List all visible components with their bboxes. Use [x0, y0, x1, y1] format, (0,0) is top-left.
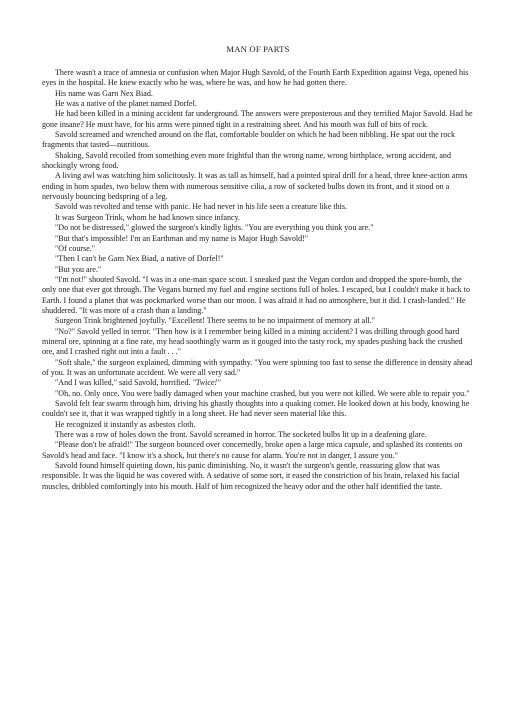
document-page	[42, 44, 474, 492]
paragraph: Savold screamed and wrenched around on the flat, comfortable boulder on which he had been nibbling. He spat out the rock fragments that tasted—nutritious.	[42, 130, 455, 150]
paragraph: A living awl was watching him solicitously. It was as tall as himself, had a pointed spiral drill for a head, three knee-action arms ending in horn spades, two below them with numerous sensitive cilia, a row of socketed bulbs down its front, and it stood on a nervously bouncing bedspring of a leg.	[42, 171, 468, 202]
paragraph: "I'm not!" shouted Savold. "I was in a one-man space scout. I sneaked past the Vegan cordon and dropped the spore-bomb, the only one that ever got through. The Vegans burned my fuel and engine sections full of holes. I escaped, but I couldn't make it back to Earth. I found a planet that was pockmarked worse than our moon. I was afraid it had no atmosphere, but it did. I crash-landed." He shuddered. "It was more of a crash than a landing."	[42, 274, 470, 315]
paragraph	[42, 378, 474, 388]
paragraph: "Of course."	[55, 243, 96, 253]
paragraph: Savold felt fear swarm through him, driving his ghastly thoughts into a quaking corner. He looked down at his body, knowing he couldn't see it, that it was wrapped tightly in a long sheet. He had never seen material like this.	[42, 399, 470, 419]
paragraph: There wasn't a trace of amnesia or confusion when Major Hugh Savold, of the Fourth Earth Expedition against Vega, opened his eyes in the hospital. He knew exactly who he was, where he was, and how he had gotten there.	[42, 68, 469, 88]
paragraph: He had been killed in a mining accident far underground. The answers were preposterous and they terrified Major Savold. Had he gone insane? He must have, for his arms were pinned tight in a restraining sheet. And his mouth was full of bits of rock.	[42, 109, 473, 129]
paragraph: "No?" Savold yelled in terror. "Then how is it I remember being killed in a mining accident? I was drilling through good hard mineral ore, spinning at a fine rate, my head soothingly warm as it gouged into the tasty rock, my spades pushing back the crushed ore, and I crashed right out into a fault . . ."	[42, 326, 463, 357]
emphasis-text: "Twice!"	[192, 378, 221, 388]
paragraph: Savold was revolted and tense with panic. He had never in his life seen a creature like this.	[55, 202, 348, 212]
paragraph: Shaking, Savold recoiled from something even more frightful than the wrong name, wrong birthplace, wrong accident, and shockingly wrong food.	[42, 150, 451, 171]
paragraph: His name was Garn Nex Biad.	[55, 88, 153, 98]
paragraph: He recognized it instantly as asbestos cloth.	[55, 419, 196, 429]
paragraph: "But that's impossible! I'm an Earthman and my name is Major Hugh Savold!"	[55, 233, 309, 243]
paragraph: Surgeon Trink brightened joyfully. "Excellent! There seems to be no impairment of memory at all."	[55, 316, 375, 326]
paragraph-text: "And I was killed," said Savold, horrified.	[55, 378, 191, 388]
paragraph: "Then I can't be Garn Nex Biad, a native of Dorfel!"	[55, 254, 224, 264]
paragraph: "Soft shale," the surgeon explained, dimming with sympathy. "You were spinning too fast to sense the difference in density ahead of you. It was an unfortunate accident. We were all very sad."	[42, 357, 473, 377]
paragraph: It was Surgeon Trink, whom he had known since infancy.	[55, 212, 241, 222]
story-title: MAN OF PARTS	[226, 44, 290, 54]
paragraph: "But you are."	[55, 264, 102, 274]
paragraph: Savold found himself quieting down, his panic diminishing. No, it wasn't the surgeon's gentle, reassuring glow that was responsible. It was the liquid he was covered with. A sedative of some sort, it eased the constriction of his brain, relaxed his facial muscles, dribbled comfortingly into his mouth. Half of him recognized the heavy odor and the other half identified the taste.	[42, 461, 460, 491]
paragraph: "Please don't be afraid!" The surgeon bounced over concernedly, broke open a large mica capsule, and splashed its contents on Savold's head and face. "I know it's a shock, but there's no cause for alarm. You're not in danger, I assure you."	[42, 440, 463, 460]
story-body	[42, 68, 474, 492]
paragraph: There was a row of holes down the front. Savold screamed in horror. The socketed bulbs lit up in a deafening glare.	[55, 430, 427, 440]
paragraph: "Do not be distressed," glowed the surgeon's kindly lights. "You are everything you think you are."	[55, 223, 374, 233]
paragraph: "Oh, no. Only once. You were badly damaged when your machine crashed, but you were not killed. We were able to repair you."	[55, 388, 470, 398]
paragraph: He was a native of the planet named Dorfel.	[55, 99, 197, 109]
